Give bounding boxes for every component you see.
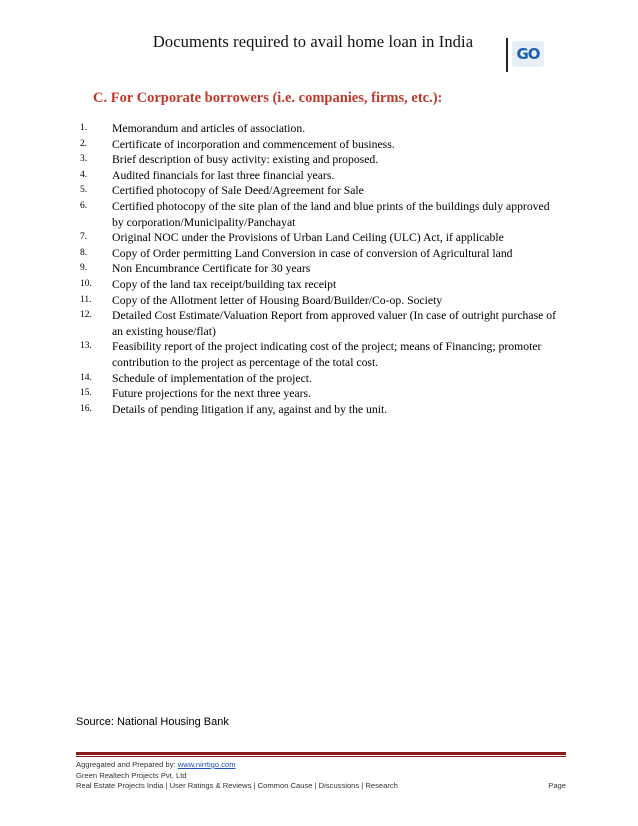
list-item <box>80 246 560 262</box>
list-item-text: Audited financials for last three financial years. <box>112 168 335 182</box>
list-item-number: 15. <box>80 388 92 399</box>
list-item-number: 9. <box>80 263 88 274</box>
list-item-number: 12. <box>80 310 92 321</box>
list-item <box>80 386 560 402</box>
list-item-number: 13. <box>80 341 92 352</box>
list-item <box>80 293 560 309</box>
list-item-number: 11. <box>80 294 92 305</box>
list-item-number: 16. <box>80 403 92 414</box>
list-item <box>80 168 560 184</box>
list-item <box>80 230 560 246</box>
list-item-number: 5. <box>80 185 88 196</box>
list-item-text: Feasibility report of the project indicating cost of the project; means of Financing; promoter contribution to the project as percentage of the total cost. <box>112 340 542 369</box>
list-item <box>80 261 560 277</box>
list-item <box>80 121 560 137</box>
footer-website-link[interactable]: www.nirrtigo.com <box>177 760 236 769</box>
list-item <box>80 402 560 418</box>
footer-tagline: Real Estate Projects India | User Ratings & Reviews | Common Cause | Discussions | Research <box>76 781 398 790</box>
footer-divider <box>76 752 566 755</box>
list-item <box>80 371 560 387</box>
list-item <box>80 308 560 339</box>
list-item-text: Copy of Order permitting Land Conversion in case of conversion of Agricultural land <box>112 246 513 260</box>
list-item <box>80 339 560 370</box>
list-item-number: 3. <box>80 154 88 165</box>
list-item <box>80 199 560 230</box>
list-item-text: Non Encumbrance Certificate for 30 years <box>112 262 311 276</box>
list-item-number: 1. <box>80 123 88 133</box>
list-item-text: Brief description of busy activity: existing and proposed. <box>112 153 379 167</box>
list-item <box>80 137 560 153</box>
source-note: Source: National Housing Bank <box>76 716 229 728</box>
list-item-text: Memorandum and articles of association. <box>112 122 306 135</box>
list-item-number: 2. <box>80 138 88 149</box>
list-item-number: 6. <box>80 200 88 211</box>
footer-company: Green Realtech Projects Pvt. Ltd <box>76 770 187 780</box>
footer-page-label: Page <box>548 781 566 790</box>
header-divider <box>506 38 508 72</box>
footer-prepared-line <box>76 760 566 771</box>
list-item-text: Certified photocopy of the site plan of the land and blue prints of the buildings duly approved by corporation/Municipality/Panchayat <box>112 199 550 229</box>
list-item <box>80 277 560 293</box>
list-item-text: Copy of the land tax receipt/building tax receipt <box>112 277 337 291</box>
list-item-text: Copy of the Allotment letter of Housing Board/Builder/Co-op. Society <box>112 293 443 307</box>
list-item-text: Schedule of implementation of the project. <box>112 371 312 385</box>
footer-divider-thin <box>76 756 566 757</box>
list-item-text: Certificate of incorporation and commencement of business. <box>112 137 395 151</box>
list-item-text: Detailed Cost Estimate/Valuation Report from approved valuer (In case of outright purchase of an existing house/flat) <box>112 309 556 338</box>
list-item-text: Certified photocopy of Sale Deed/Agreement for Sale <box>112 184 364 198</box>
footer-prepared-prefix: Aggregated and Prepared by: <box>76 760 178 769</box>
page-footer <box>76 760 566 792</box>
section-heading: C. For Corporate borrowers (i.e. companies, firms, etc.): <box>93 90 443 106</box>
list-item-number: 7. <box>80 232 88 243</box>
go-logo-icon: GO <box>512 41 544 67</box>
list-item-number: 10. <box>80 278 92 289</box>
list-item-text: Original NOC under the Provisions of Urban Land Ceiling (ULC) Act, if applicable <box>112 231 504 245</box>
list-item <box>80 152 560 168</box>
list-item <box>80 183 560 199</box>
list-item-number: 14. <box>80 372 92 383</box>
document-list <box>80 121 560 417</box>
list-item-number: 8. <box>80 247 88 258</box>
list-item-number: 4. <box>80 169 88 180</box>
page-header-title: Documents required to avail home loan in India <box>152 32 474 51</box>
list-item-text: Future projections for the next three years. <box>112 387 311 401</box>
list-item-text: Details of pending litigation if any, against and by the unit. <box>112 402 388 416</box>
